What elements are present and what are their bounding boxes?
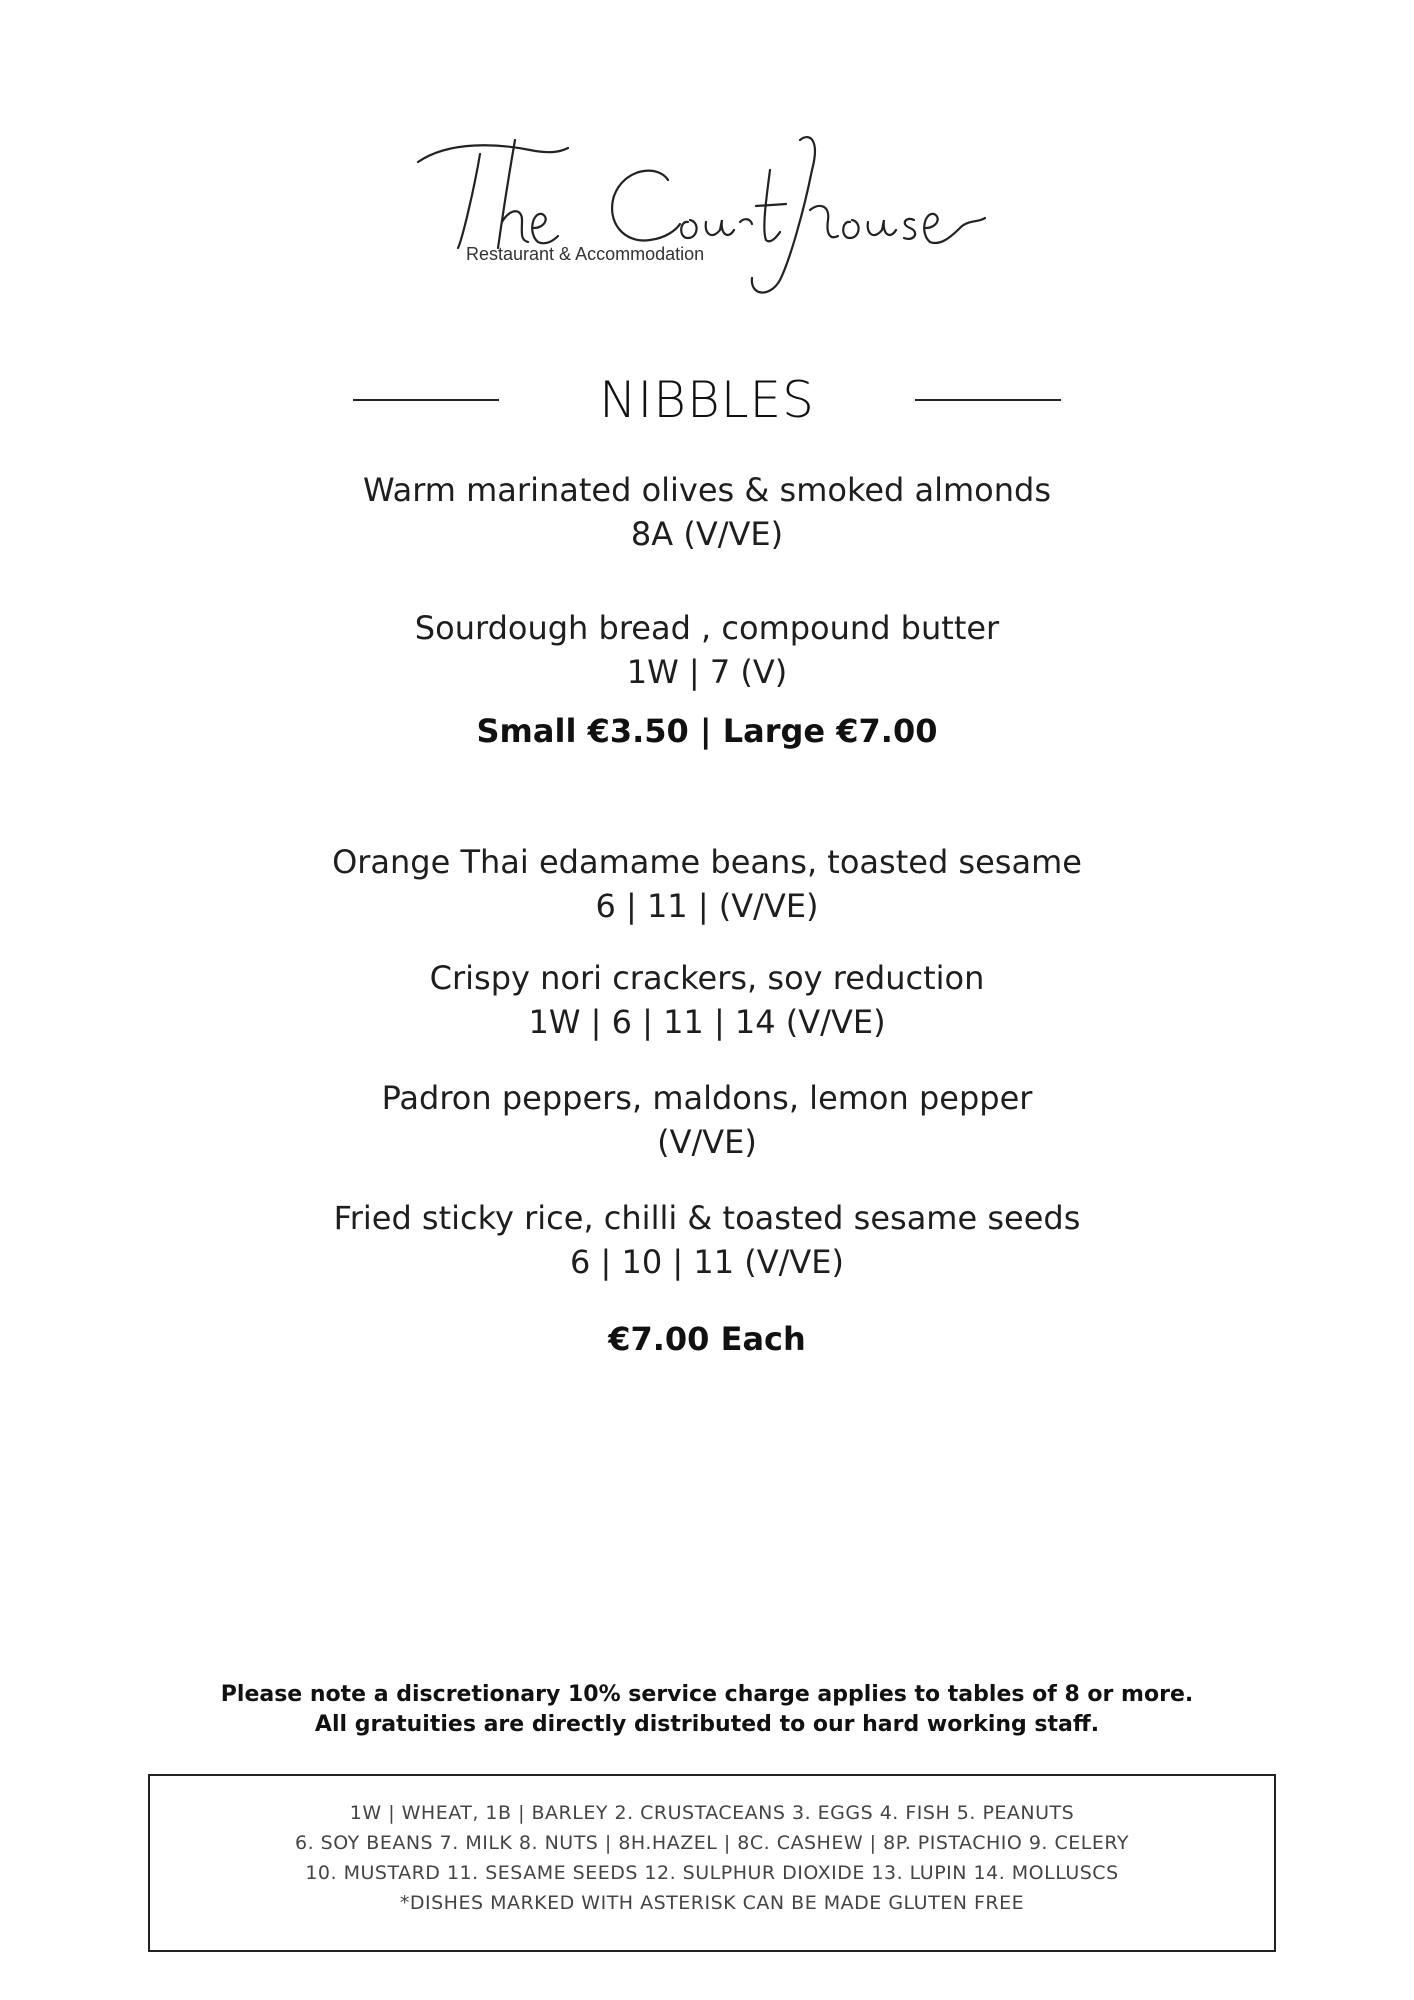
menu-item — [0, 468, 1414, 556]
item-allergens: 8A (V/VE) — [630, 515, 784, 553]
allergen-line: 6. SOY BEANS 7. MILK 8. NUTS | 8H.HAZEL | 8C. CASHEW | 8P. PISTACHIO 9. CELERY — [295, 1832, 1129, 1854]
heading-rule-right — [915, 399, 1061, 401]
menu-item — [0, 606, 1414, 694]
section-title: NIBBLES — [599, 371, 815, 429]
allergen-line: 10. MUSTARD 11. SESAME SEEDS 12. SULPHUR DIOXIDE 13. LUPIN 14. MOLLUSCS — [305, 1862, 1119, 1884]
item-allergens: 6 | 10 | 11 (V/VE) — [570, 1243, 844, 1281]
item-allergens: (V/VE) — [657, 1123, 757, 1161]
item-name: Padron peppers, maldons, lemon pepper — [381, 1079, 1033, 1117]
allergen-key-box — [148, 1774, 1276, 1952]
item-allergens: 1W | 6 | 11 | 14 (V/VE) — [528, 1003, 886, 1041]
allergen-line: *DISHES MARKED WITH ASTERISK CAN BE MADE GLUTEN FREE — [399, 1892, 1025, 1914]
allergen-line: 1W | WHEAT, 1B | BARLEY 2. CRUSTACEANS 3. EGGS 4. FISH 5. PEANUTS — [349, 1802, 1075, 1824]
section-heading-row — [0, 365, 1414, 435]
menu-item — [0, 1196, 1414, 1284]
item-name: Orange Thai edamame beans, toasted sesame — [332, 843, 1082, 881]
logo-tagline: Restaurant & Accommodation — [466, 244, 705, 264]
item-name: Warm marinated olives & smoked almonds — [362, 471, 1052, 509]
script-logo-graphic — [410, 110, 1010, 300]
service-charge-notice: Please note a discretionary 10% service charge applies to tables of 8 or more. All gratuities are directly distributed to our hard working staff. — [220, 1682, 1194, 1737]
item-name: Fried sticky rice, chilli & toasted sesame seeds — [333, 1199, 1081, 1237]
menu-item — [0, 956, 1414, 1044]
item-allergens: 1W | 7 (V) — [626, 653, 788, 691]
courthouse-logo — [410, 110, 1010, 300]
group1-price: Small €3.50 | Large €7.00 — [476, 712, 938, 750]
menu-item — [0, 1076, 1414, 1164]
item-name: Crispy nori crackers, soy reduction — [429, 959, 985, 997]
group2-price: €7.00 Each — [608, 1320, 806, 1358]
heading-rule-left — [353, 399, 499, 401]
menu-item — [0, 840, 1414, 928]
item-name: Sourdough bread , compound butter — [414, 609, 1000, 647]
item-allergens: 6 | 11 | (V/VE) — [595, 887, 819, 925]
